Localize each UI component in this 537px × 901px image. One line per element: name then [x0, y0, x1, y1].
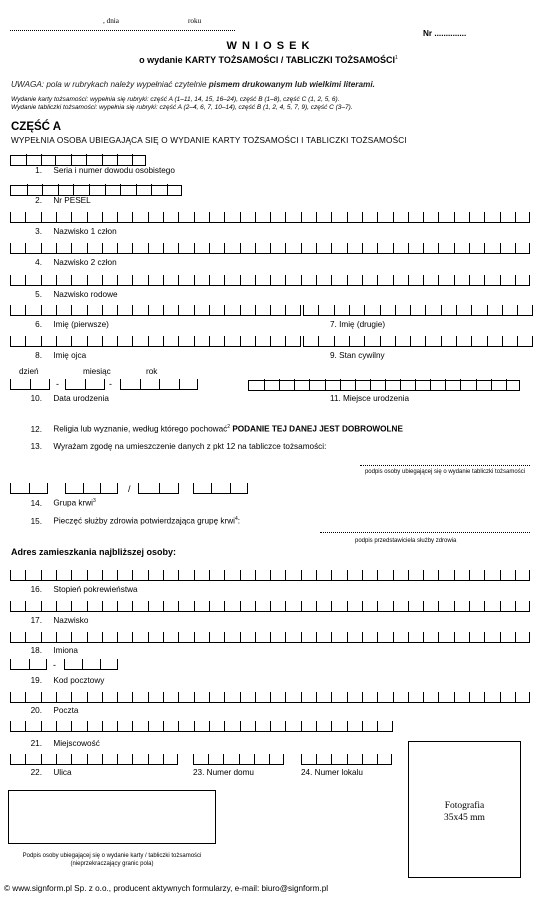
field-10-label: 10. Data urodzenia [30, 394, 109, 403]
field-17-input[interactable] [10, 602, 530, 612]
field-12-label: 12. Religia lub wyznanie, według którego pochować$^2$ PODANIE TEJ DANEJ JEST DOBROWOLNE [30, 424, 403, 434]
date-roku-label: roku [188, 17, 202, 25]
date-month-label: miesiąc [83, 367, 111, 376]
field-5-input[interactable] [10, 276, 530, 286]
field-11-label: 11. Miejsce urodzenia [330, 394, 410, 403]
field-3-input[interactable] [10, 213, 530, 223]
date-place-field[interactable] [10, 30, 235, 31]
field-5-label: 5. Nazwisko rodowe [35, 290, 118, 299]
field-14-d[interactable] [193, 484, 248, 494]
field-10-month[interactable] [65, 380, 105, 390]
signature-15-caption: podpis przedstawiciela służby zdrowia [355, 538, 457, 544]
field-16-label: 16. Stopień pokrewieństwa [30, 585, 138, 594]
signature-box-caption-2: (nieprzekraczający granic pola) [70, 861, 154, 867]
section-subtitle: WYPEŁNIA OSOBA UBIEGAJĄCA SIĘ O WYDANIE KARTY TOŻSAMOŚCI I TABLICZKI TOŻSAMOŚCI [11, 136, 407, 145]
tabliczka-note: Wydanie tabliczki tożsamości: wypełnia się rubryki: część A (2–4, 6, 7, 10–14), część B (1, 2, 4, 5, 7, 9), część C (3–7). [11, 104, 353, 111]
photo-label-2: 35x45 mm [444, 813, 485, 823]
field-21-input[interactable] [10, 722, 393, 732]
field-4-input[interactable] [10, 244, 530, 254]
field-2-input[interactable] [10, 185, 182, 196]
field-10-day[interactable] [10, 380, 50, 390]
date-dash-1: - [56, 379, 59, 389]
section-title: CZĘŚĆ A [11, 121, 62, 133]
date-dash-2: - [109, 379, 112, 389]
field-9-label: 9. Stan cywilny [330, 351, 385, 360]
field-18-input[interactable] [10, 633, 530, 643]
field-16-input[interactable] [10, 571, 530, 581]
address-title: Adres zamieszkania najbliższej osoby: [11, 547, 177, 557]
field-15-label: 15. Pieczęć służby zdrowia potwierdzająca grupę krwi$^4$: [30, 516, 241, 526]
field-24-input[interactable] [301, 755, 392, 765]
field-20-label: 20. Poczta [30, 706, 79, 715]
uwaga-note: UWAGA: pola w rubrykach należy wypełniać czytelnie pismem drukowanym lub wielkimi literami. [11, 80, 375, 89]
field-19-label: 19. Kod pocztowy [30, 676, 105, 685]
page-title: W N I O S E K [226, 40, 311, 52]
field-14-b[interactable] [65, 484, 118, 494]
field-23-label: 23. Numer domu [193, 768, 254, 777]
application-number: Nr .............. [423, 29, 467, 38]
field-6-input[interactable] [10, 306, 301, 316]
date-dnia-label: , dnia [103, 17, 119, 25]
signature-13-line[interactable] [360, 465, 530, 466]
field-3-label: 3. Nazwisko 1 człon [35, 227, 117, 236]
field-13-label: 13. Wyrażam zgodę na umieszczenie danych z pkt 12 na tabliczce tożsamości: [30, 442, 327, 451]
field-8-input[interactable] [10, 337, 301, 347]
postal-dash: - [53, 660, 56, 670]
field-2-label: 2. Nr PESEL [35, 196, 91, 205]
field-1-input-series[interactable] [10, 155, 56, 166]
field-14-a[interactable] [10, 484, 48, 494]
signature-13-caption: podpis osoby ubiegającej się o wydanie tabliczki tożsamości [364, 469, 526, 475]
signature-box[interactable] [8, 790, 216, 844]
field-1-label: 1. Seria i numer dowodu osobistego [35, 166, 175, 175]
field-19-b[interactable] [64, 660, 118, 670]
field-14-label: 14. Grupa krwi$^3$ [30, 498, 96, 508]
signature-15-line[interactable] [320, 532, 530, 533]
field-14-c[interactable] [138, 484, 179, 494]
field-22-input[interactable] [10, 755, 178, 765]
field-11-input[interactable] [248, 380, 520, 391]
field-4-label: 4. Nazwisko 2 człon [35, 258, 117, 267]
field-7-input[interactable] [303, 306, 533, 316]
field-1-input-number[interactable] [55, 155, 146, 166]
field-20-input[interactable] [10, 693, 530, 703]
date-day-label: dzień [19, 367, 39, 376]
karta-note: Wydanie karty tożsamości: wypełnia się rubryki: część A (1–11, 14, 15, 16–24), część B (1–8), część C (1, 2, 5, 6). [11, 96, 340, 103]
date-year-label: rok [146, 367, 158, 376]
field-23-input[interactable] [193, 755, 284, 765]
field-19-a[interactable] [10, 660, 47, 670]
field-22-label: 22. Ulica [30, 768, 72, 777]
field-7-label: 7. Imię (drugie) [330, 320, 386, 329]
field-24-label: 24. Numer lokalu [301, 768, 363, 777]
field-10-year[interactable] [120, 380, 198, 390]
blood-slash: / [128, 484, 131, 494]
photo-box[interactable] [408, 741, 521, 878]
photo-label-1: Fotografia [444, 801, 485, 811]
field-8-label: 8. Imię ojca [35, 351, 87, 360]
field-9-input[interactable] [303, 337, 533, 347]
signature-box-caption-1: Podpis osoby ubiegającej się o wydanie karty / tabliczki tożsamości [22, 853, 202, 859]
footer-copyright: © www.signform.pl Sp. z o.o., producent aktywnych formularzy, e-mail: biuro@signform.pl [4, 884, 329, 893]
field-21-label: 21. Miejscowość [30, 739, 100, 748]
page-subtitle: o wydanie KARTY TOŻSAMOŚCI / TABLICZKI TOŻSAMOŚCI$^1$ [139, 55, 398, 65]
field-18-label: 18. Imiona [30, 646, 78, 655]
field-6-label: 6. Imię (pierwsze) [35, 320, 109, 329]
field-17-label: 17. Nazwisko [30, 616, 89, 625]
